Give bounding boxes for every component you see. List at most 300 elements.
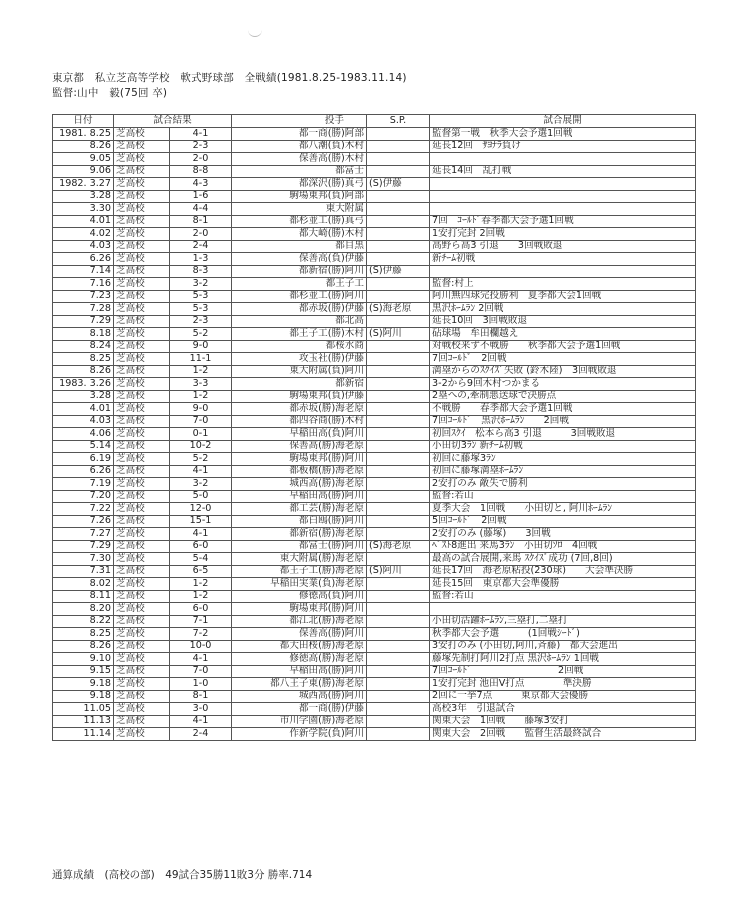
cell-date: 11.14 <box>53 728 114 741</box>
cell-date: 8.24 <box>53 340 114 353</box>
cell-team: 芝高校 <box>114 603 170 616</box>
cell-development: 阿川無四球完投勝利 夏季都大会1回戦 <box>430 290 696 303</box>
cell-development: 監督:若山 <box>430 490 696 503</box>
cell-team: 芝高校 <box>114 378 170 391</box>
table-row <box>53 553 696 566</box>
table-row <box>53 203 696 216</box>
cell-date: 6.26 <box>53 253 114 266</box>
cell-development: 対戦校来ず不戦勝 秋季都大会予選1回戦 <box>430 340 696 353</box>
cell-development: 監督:若山 <box>430 590 696 603</box>
cell-opponent-pitcher: 城西高(勝)阿川 <box>232 690 367 703</box>
cell-team: 芝高校 <box>114 690 170 703</box>
cell-team: 芝高校 <box>114 465 170 478</box>
cell-team: 芝高校 <box>114 278 170 291</box>
season-summary: 通算成績 (高校の部) 49試合35勝11敗3分 勝率.714 <box>52 869 313 881</box>
cell-development <box>430 178 696 191</box>
cell-sp: (S)伊藤 <box>367 178 430 191</box>
cell-score: 15-1 <box>170 515 232 528</box>
cell-date: 9.18 <box>53 690 114 703</box>
cell-team: 芝高校 <box>114 728 170 741</box>
cell-development: 小田切3ﾗﾝ 新ﾁｰﾑ初戦 <box>430 440 696 453</box>
cell-date: 11.13 <box>53 715 114 728</box>
cell-date: 7.26 <box>53 515 114 528</box>
cell-score: 2-4 <box>170 240 232 253</box>
table-row <box>53 228 696 241</box>
cell-team: 芝高校 <box>114 240 170 253</box>
cell-team: 芝高校 <box>114 553 170 566</box>
cell-opponent-pitcher: 都富士 <box>232 165 367 178</box>
cell-sp <box>367 703 430 716</box>
cell-date: 7.30 <box>53 553 114 566</box>
cell-team: 芝高校 <box>114 190 170 203</box>
col-development: 試合展開 <box>430 115 696 128</box>
cell-date: 8.11 <box>53 590 114 603</box>
cell-sp <box>367 503 430 516</box>
cell-opponent-pitcher: 都富士(勝)阿川 <box>232 540 367 553</box>
cell-date: 4.03 <box>53 240 114 253</box>
cell-sp: (S)海老原 <box>367 540 430 553</box>
cell-opponent-pitcher: 都目黒 <box>232 240 367 253</box>
table-row <box>53 678 696 691</box>
cell-opponent-pitcher: 都工芸(勝)海老原 <box>232 503 367 516</box>
cell-date: 4.02 <box>53 228 114 241</box>
cell-opponent-pitcher: 都八潮(負)木村 <box>232 140 367 153</box>
cell-team: 芝高校 <box>114 328 170 341</box>
cell-development: 延長12回 ｻﾖﾅﾗ負け <box>430 140 696 153</box>
cell-team: 芝高校 <box>114 140 170 153</box>
cell-score: 11-1 <box>170 353 232 366</box>
cell-opponent-pitcher: 都一商(勝)伊藤 <box>232 703 367 716</box>
cell-score: 1-2 <box>170 590 232 603</box>
cell-score: 5-0 <box>170 490 232 503</box>
cell-score: 5-2 <box>170 453 232 466</box>
cell-team: 芝高校 <box>114 290 170 303</box>
cell-date: 8.18 <box>53 328 114 341</box>
cell-development <box>430 190 696 203</box>
cell-team: 芝高校 <box>114 490 170 503</box>
cell-team: 芝高校 <box>114 128 170 141</box>
cell-score: 3-0 <box>170 703 232 716</box>
cell-opponent-pitcher: 早稲田高(負)阿川 <box>232 428 367 441</box>
cell-sp <box>367 590 430 603</box>
cell-score: 5-3 <box>170 290 232 303</box>
cell-opponent-pitcher: 都新宿 <box>232 378 367 391</box>
cell-sp <box>367 240 430 253</box>
cell-sp <box>367 678 430 691</box>
cell-development: 関東大会 2回戦 監督生活最終試合 <box>430 728 696 741</box>
cell-development: 高野ら高3 引退 3回戦敗退 <box>430 240 696 253</box>
cell-sp <box>367 390 430 403</box>
table-row <box>53 665 696 678</box>
cell-date: 8.02 <box>53 578 114 591</box>
cell-development: 7回 ｺｰﾙﾄﾞ春季都大会予選1回戦 <box>430 215 696 228</box>
table-row <box>53 453 696 466</box>
cell-opponent-pitcher: 城西高(勝)海老原 <box>232 478 367 491</box>
cell-sp <box>367 315 430 328</box>
cell-opponent-pitcher: 市川学園(勝)海老原 <box>232 715 367 728</box>
cell-opponent-pitcher: 都桜水商 <box>232 340 367 353</box>
cell-date: 8.26 <box>53 365 114 378</box>
table-row <box>53 403 696 416</box>
cell-sp <box>367 215 430 228</box>
cell-opponent-pitcher: 都赤坂(勝)海老原 <box>232 403 367 416</box>
table-row <box>53 440 696 453</box>
results-table <box>52 114 696 741</box>
cell-opponent-pitcher: 都四谷商(勝)木村 <box>232 415 367 428</box>
cell-date: 7.22 <box>53 503 114 516</box>
cell-date: 3.28 <box>53 390 114 403</box>
table-row <box>53 478 696 491</box>
cell-opponent-pitcher: 都江北(勝)海老原 <box>232 615 367 628</box>
cell-team: 芝高校 <box>114 203 170 216</box>
cell-opponent-pitcher: 都王子工(勝)海老原 <box>232 565 367 578</box>
cell-date: 11.05 <box>53 703 114 716</box>
cell-development: 延長10回 3回戦敗退 <box>430 315 696 328</box>
cell-development: 延長17回 海老原粘投(230球) 大会準決勝 <box>430 565 696 578</box>
cell-opponent-pitcher: 都白鴎(勝)阿川 <box>232 515 367 528</box>
cell-opponent-pitcher: 都北高 <box>232 315 367 328</box>
cell-development: ﾍﾞｽﾄ8進出 来馬3ﾗﾝ 小田切ｿﾛ 4回戦 <box>430 540 696 553</box>
cell-development: 監督:村上 <box>430 278 696 291</box>
cell-team: 芝高校 <box>114 678 170 691</box>
table-row <box>53 728 696 741</box>
cell-score: 8-3 <box>170 265 232 278</box>
cell-opponent-pitcher: 都板橋(勝)海老原 <box>232 465 367 478</box>
cell-team: 芝高校 <box>114 578 170 591</box>
cell-development: 新ﾁｰﾑ初戦 <box>430 253 696 266</box>
cell-score: 1-2 <box>170 390 232 403</box>
cell-team: 芝高校 <box>114 653 170 666</box>
cell-score: 4-1 <box>170 128 232 141</box>
cell-sp <box>367 478 430 491</box>
table-row <box>53 465 696 478</box>
cell-development: 3-2から9回木村つかまる <box>430 378 696 391</box>
cell-sp <box>367 140 430 153</box>
cell-score: 8-1 <box>170 215 232 228</box>
cell-opponent-pitcher: 都赤坂(勝)伊藤 <box>232 303 367 316</box>
cell-score: 1-2 <box>170 365 232 378</box>
cell-team: 芝高校 <box>114 590 170 603</box>
cell-sp <box>367 690 430 703</box>
cell-date: 7.14 <box>53 265 114 278</box>
table-row <box>53 215 696 228</box>
cell-date: 4.06 <box>53 428 114 441</box>
cell-team: 芝高校 <box>114 440 170 453</box>
cell-team: 芝高校 <box>114 565 170 578</box>
cell-development <box>430 203 696 216</box>
cell-date: 7.29 <box>53 315 114 328</box>
table-row <box>53 153 696 166</box>
cell-team: 芝高校 <box>114 503 170 516</box>
cell-opponent-pitcher: 早稲田高(勝)阿川 <box>232 665 367 678</box>
cell-score: 3-2 <box>170 278 232 291</box>
cell-team: 芝高校 <box>114 390 170 403</box>
cell-score: 2-0 <box>170 153 232 166</box>
cell-score: 1-6 <box>170 190 232 203</box>
table-row <box>53 590 696 603</box>
cell-team: 芝高校 <box>114 478 170 491</box>
cell-opponent-pitcher: 早稲田高(勝)阿川 <box>232 490 367 503</box>
cell-score: 7-1 <box>170 615 232 628</box>
cell-date: 9.05 <box>53 153 114 166</box>
cell-sp <box>367 653 430 666</box>
cell-score: 12-0 <box>170 503 232 516</box>
cell-opponent-pitcher: 東大附属 <box>232 203 367 216</box>
cell-score: 9-0 <box>170 403 232 416</box>
table-row <box>53 178 696 191</box>
col-date: 日付 <box>53 115 114 128</box>
col-sp: S.P. <box>367 115 430 128</box>
cell-sp <box>367 378 430 391</box>
cell-score: 10-0 <box>170 640 232 653</box>
cell-date: 8.25 <box>53 628 114 641</box>
cell-date: 7.27 <box>53 528 114 541</box>
table-row <box>53 340 696 353</box>
cell-date: 4.01 <box>53 403 114 416</box>
cell-team: 芝高校 <box>114 453 170 466</box>
cell-development: 満塁からのｽｸｲｽﾞ失敗 (鈴木陸) 3回戦敗退 <box>430 365 696 378</box>
cell-team: 芝高校 <box>114 715 170 728</box>
table-row <box>53 415 696 428</box>
cell-opponent-pitcher: 東大附属(勝)海老原 <box>232 553 367 566</box>
cell-development: 2回に一挙7点 東京都大会優勝 <box>430 690 696 703</box>
cell-development: 2塁への,牽制悪送球で決勝点 <box>430 390 696 403</box>
cell-development: 2安打のみ 敵失で勝利 <box>430 478 696 491</box>
table-row <box>53 165 696 178</box>
cell-development: 1安打完封 池田V打点 準決勝 <box>430 678 696 691</box>
cell-score: 5-2 <box>170 328 232 341</box>
cell-score: 3-3 <box>170 378 232 391</box>
cell-opponent-pitcher: 保善高(勝)海老原 <box>232 440 367 453</box>
cell-sp <box>367 165 430 178</box>
table-row <box>53 353 696 366</box>
table-row <box>53 690 696 703</box>
cell-sp <box>367 153 430 166</box>
cell-opponent-pitcher: 修徳高(負)阿川 <box>232 590 367 603</box>
cell-date: 1983. 3.26 <box>53 378 114 391</box>
cell-opponent-pitcher: 駒場東邦(負)阿部 <box>232 190 367 203</box>
cell-team: 芝高校 <box>114 265 170 278</box>
cell-development: 藤塚先制打阿川2打点 黒沢ﾎｰﾑﾗﾝ 1回戦 <box>430 653 696 666</box>
cell-team: 芝高校 <box>114 515 170 528</box>
cell-sp <box>367 615 430 628</box>
cell-development: 7回ｺｰﾙﾄﾞ 2回戦 <box>430 353 696 366</box>
cell-opponent-pitcher: 駒場東邦(負)伊藤 <box>232 390 367 403</box>
cell-development: 高校3年 引退試合 <box>430 703 696 716</box>
cell-score: 6-0 <box>170 603 232 616</box>
table-row <box>53 265 696 278</box>
cell-date: 5.14 <box>53 440 114 453</box>
cell-sp: (S)阿川 <box>367 565 430 578</box>
cell-development: 7回ｺｰﾙﾄﾞ 黒沢ﾎｰﾑﾗﾝ 2回戦 <box>430 415 696 428</box>
cell-opponent-pitcher: 保善高(勝)木村 <box>232 153 367 166</box>
cell-sp <box>367 515 430 528</box>
cell-date: 8.26 <box>53 640 114 653</box>
cell-development: 不戦勝 春季都大会予選1回戦 <box>430 403 696 416</box>
cell-score: 1-3 <box>170 253 232 266</box>
cell-score: 2-4 <box>170 728 232 741</box>
table-row <box>53 490 696 503</box>
table-row <box>53 565 696 578</box>
table-row <box>53 303 696 316</box>
cell-development: 3安打のみ (小田切,阿川,斉藤) 都大会進出 <box>430 640 696 653</box>
cell-sp <box>367 528 430 541</box>
cell-team: 芝高校 <box>114 528 170 541</box>
cell-development: 初回ｽｸｲ 松本ら高3 引退 3回戦敗退 <box>430 428 696 441</box>
cell-score: 8-1 <box>170 690 232 703</box>
cell-opponent-pitcher: 早稲田実業(負)海老原 <box>232 578 367 591</box>
cell-team: 芝高校 <box>114 178 170 191</box>
table-row <box>53 715 696 728</box>
cell-development: 夏季大会 1回戦 小田切と, 阿川ﾎｰﾑﾗﾝ <box>430 503 696 516</box>
cell-development: 延長14回 乱打戦 <box>430 165 696 178</box>
cell-opponent-pitcher: 都深沢(勝)真弓 <box>232 178 367 191</box>
cell-sp <box>367 253 430 266</box>
cell-sp <box>367 190 430 203</box>
cell-sp <box>367 365 430 378</box>
cell-sp <box>367 640 430 653</box>
table-row <box>53 515 696 528</box>
cell-opponent-pitcher: 都大田桜(勝)海老原 <box>232 640 367 653</box>
cell-score: 4-4 <box>170 203 232 216</box>
cell-sp <box>367 728 430 741</box>
cell-score: 8-8 <box>170 165 232 178</box>
cell-sp <box>367 465 430 478</box>
table-row <box>53 290 696 303</box>
cell-team: 芝高校 <box>114 703 170 716</box>
table-row <box>53 365 696 378</box>
cell-score: 4-1 <box>170 653 232 666</box>
cell-opponent-pitcher: 保善高(勝)阿川 <box>232 628 367 641</box>
cell-team: 芝高校 <box>114 340 170 353</box>
table-row <box>53 140 696 153</box>
scan-artifact <box>248 30 262 37</box>
cell-sp: (S)阿川 <box>367 328 430 341</box>
table-row <box>53 603 696 616</box>
cell-date: 8.20 <box>53 603 114 616</box>
table-row <box>53 615 696 628</box>
cell-opponent-pitcher: 都大崎(勝)木村 <box>232 228 367 241</box>
cell-team: 芝高校 <box>114 415 170 428</box>
cell-date: 4.03 <box>53 415 114 428</box>
cell-sp <box>367 578 430 591</box>
manager-line: 監督:山中 毅(75回 卒) <box>52 87 168 99</box>
cell-score: 0-1 <box>170 428 232 441</box>
table-row <box>53 703 696 716</box>
table-row <box>53 628 696 641</box>
cell-sp <box>367 553 430 566</box>
cell-development: 延長15回 東京都大会準優勝 <box>430 578 696 591</box>
cell-development: 5回ｺｰﾙﾄﾞ 2回戦 <box>430 515 696 528</box>
cell-team: 芝高校 <box>114 428 170 441</box>
table-row <box>53 578 696 591</box>
cell-date: 6.26 <box>53 465 114 478</box>
cell-date: 8.22 <box>53 615 114 628</box>
table-header-row <box>53 115 696 128</box>
cell-score: 5-3 <box>170 303 232 316</box>
cell-opponent-pitcher: 都杉並工(勝)真弓 <box>232 215 367 228</box>
cell-score: 5-4 <box>170 553 232 566</box>
cell-team: 芝高校 <box>114 165 170 178</box>
cell-sp <box>367 290 430 303</box>
cell-team: 芝高校 <box>114 365 170 378</box>
table-row <box>53 378 696 391</box>
cell-score: 1-2 <box>170 578 232 591</box>
table-row <box>53 540 696 553</box>
cell-team: 芝高校 <box>114 640 170 653</box>
cell-opponent-pitcher: 攻玉社(勝)伊藤 <box>232 353 367 366</box>
cell-sp: (S)伊藤 <box>367 265 430 278</box>
table-row <box>53 253 696 266</box>
cell-score: 3-2 <box>170 478 232 491</box>
table-row <box>53 503 696 516</box>
cell-score: 2-3 <box>170 315 232 328</box>
cell-date: 7.29 <box>53 540 114 553</box>
cell-date: 9.15 <box>53 665 114 678</box>
cell-sp <box>367 353 430 366</box>
cell-date: 3.30 <box>53 203 114 216</box>
cell-sp <box>367 415 430 428</box>
cell-sp <box>367 628 430 641</box>
cell-opponent-pitcher: 作新学院(負)阿川 <box>232 728 367 741</box>
cell-team: 芝高校 <box>114 665 170 678</box>
cell-team: 芝高校 <box>114 628 170 641</box>
cell-date: 7.31 <box>53 565 114 578</box>
cell-score: 1-0 <box>170 678 232 691</box>
table-row <box>53 390 696 403</box>
cell-opponent-pitcher: 都新宿(勝)阿川 <box>232 265 367 278</box>
cell-sp <box>367 228 430 241</box>
cell-date: 7.23 <box>53 290 114 303</box>
cell-team: 芝高校 <box>114 215 170 228</box>
cell-opponent-pitcher: 都八王子東(勝)海老原 <box>232 678 367 691</box>
cell-opponent-pitcher: 都王子工 <box>232 278 367 291</box>
cell-score: 2-3 <box>170 140 232 153</box>
cell-development: 初回に藤塚満塁ﾎｰﾑﾗﾝ <box>430 465 696 478</box>
cell-score: 4-3 <box>170 178 232 191</box>
cell-opponent-pitcher: 駒場東邦(勝)阿川 <box>232 453 367 466</box>
cell-date: 1982. 3.27 <box>53 178 114 191</box>
cell-opponent-pitcher: 都一商(勝)阿部 <box>232 128 367 141</box>
cell-team: 芝高校 <box>114 353 170 366</box>
cell-score: 7-2 <box>170 628 232 641</box>
table-row <box>53 315 696 328</box>
cell-date: 7.28 <box>53 303 114 316</box>
cell-sp <box>367 403 430 416</box>
cell-development: 黒沢ﾎｰﾑﾗﾝ 2回戦 <box>430 303 696 316</box>
cell-development: 2安打のみ (藤塚) 3回戦 <box>430 528 696 541</box>
cell-date: 9.10 <box>53 653 114 666</box>
cell-development: 小田切活躍ﾎｰﾑﾗﾝ,三塁打,二塁打 <box>430 615 696 628</box>
table-row <box>53 328 696 341</box>
cell-sp <box>367 340 430 353</box>
col-result: 試合結果 <box>114 115 232 128</box>
cell-development: 初回に藤塚3ﾗﾝ <box>430 453 696 466</box>
cell-sp <box>367 490 430 503</box>
cell-score: 4-1 <box>170 715 232 728</box>
cell-sp <box>367 128 430 141</box>
cell-score: 6-0 <box>170 540 232 553</box>
cell-score: 2-0 <box>170 228 232 241</box>
cell-development: 秋季都大会予選 (1回戦ｼｰﾄﾞ) <box>430 628 696 641</box>
cell-development: 砧球場 牟田欄越え <box>430 328 696 341</box>
table-row <box>53 640 696 653</box>
cell-development <box>430 153 696 166</box>
cell-score: 6-5 <box>170 565 232 578</box>
cell-development <box>430 603 696 616</box>
cell-date: 9.18 <box>53 678 114 691</box>
cell-team: 芝高校 <box>114 540 170 553</box>
